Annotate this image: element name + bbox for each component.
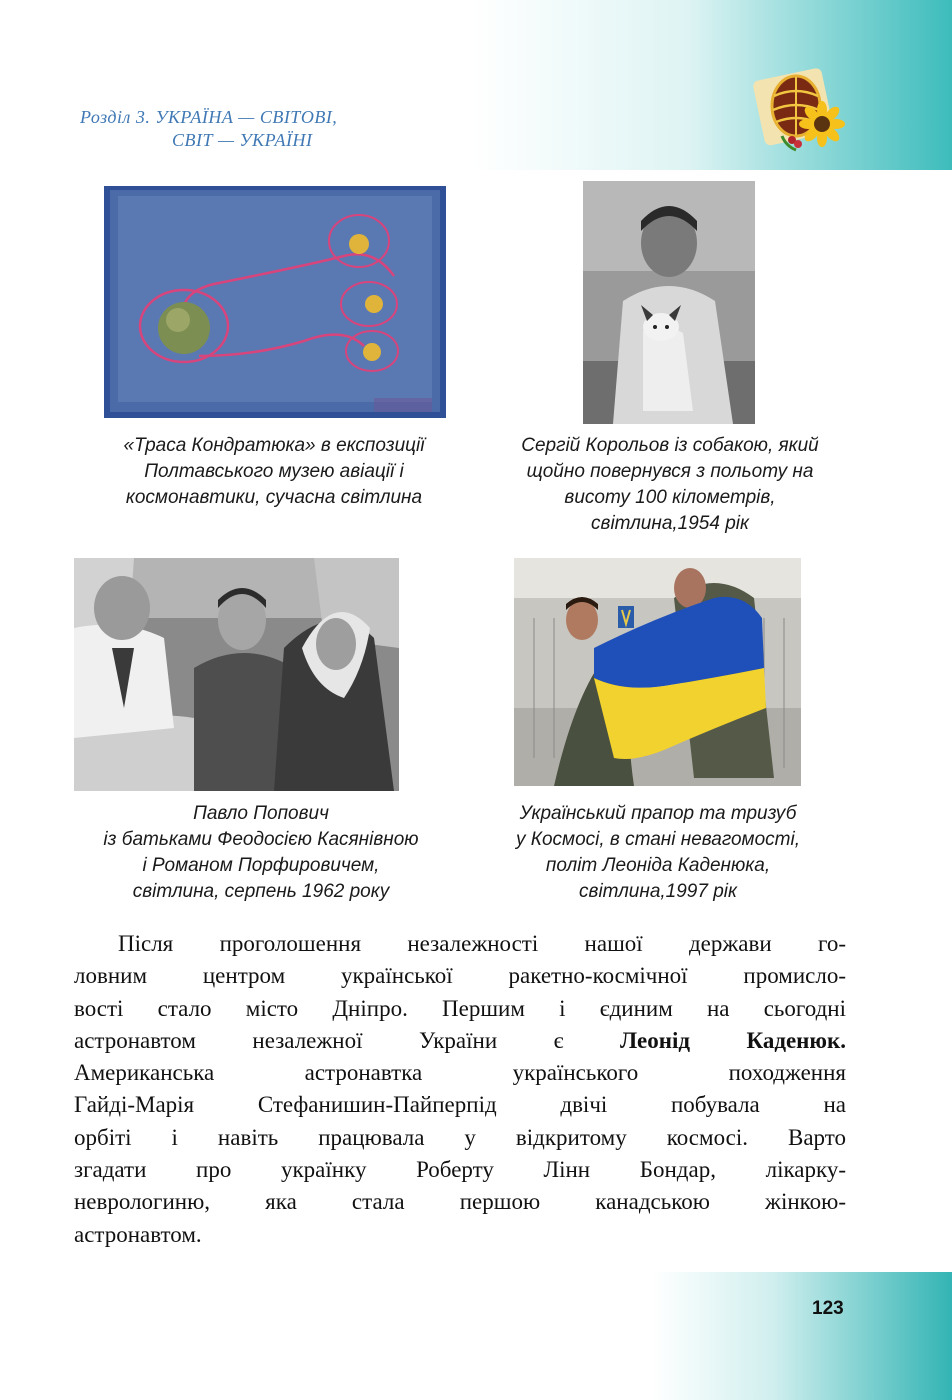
caption-flag-in-space: Український прапор та тризуб у Космосі, в стані невагомості, політ Леоніда Каденюка, світлина,1997 рік (516, 803, 800, 902)
caption-kondratyuk-route: «Траса Кондратюка» в експозиції Полтавського музею авіації і космонавтики, сучасна світлина (123, 435, 425, 508)
body-line: Гайді-Марія Стефанишин-Пайперпід двічі побувала на (74, 1092, 846, 1118)
body-line: орбіті і навіть працювала у відкритому космосі. Варто (74, 1124, 846, 1150)
body-line: Після проголошення незалежності нашої держави го- (118, 931, 846, 956)
ukrainian-flag-in-space-photo (514, 558, 801, 786)
chapter-title-line2: СВІТ — УКРАЇНІ (172, 130, 313, 150)
kondratyuk-route-photo (104, 186, 446, 418)
body-line: астронавтом. (74, 1221, 202, 1247)
footer-decor-band (652, 1272, 952, 1400)
page-number: 123 (812, 1298, 844, 1319)
body-line: ловним центром української ракетно-космічної промисло- (74, 963, 846, 989)
caption-korolev-with-dog: Сергій Корольов із собакою, який щойно повернувся з польоту на висоту 100 кілометрів, світлина,1954 рік (521, 435, 819, 534)
popovych-with-parents-photo (74, 558, 399, 791)
caption-popovych-with-parents: Павло Попович із батьками Феодосією Касянівною і Романом Порфировичем, світлина, серпень 1962 року (103, 803, 419, 902)
body-line: згадати про українку Роберту Лінн Бондар, лікарку- (74, 1157, 846, 1183)
bold-name-kadenyuk: Леонід Каденюк. (620, 1027, 847, 1053)
body-text-segment: астронавтом незалежної України є (74, 1027, 620, 1053)
body-line: Американська астронавтка українського походження (74, 1060, 846, 1086)
korolev-with-dog-photo (583, 181, 755, 424)
body-line: неврологиню, яка стала першою канадською жінкою- (74, 1189, 846, 1215)
chapter-title (80, 106, 337, 152)
chapter-title-line1: Розділ 3. УКРАЇНА — СВІТОВІ, (80, 107, 338, 127)
pysanka-sunflower-emblem-icon (752, 66, 848, 156)
body-line (74, 1025, 846, 1057)
header-decor-band (472, 0, 952, 170)
body-paragraph (74, 928, 846, 1251)
body-line: вості стало місто Дніпро. Першим і єдиним на сьогодні (74, 995, 846, 1021)
